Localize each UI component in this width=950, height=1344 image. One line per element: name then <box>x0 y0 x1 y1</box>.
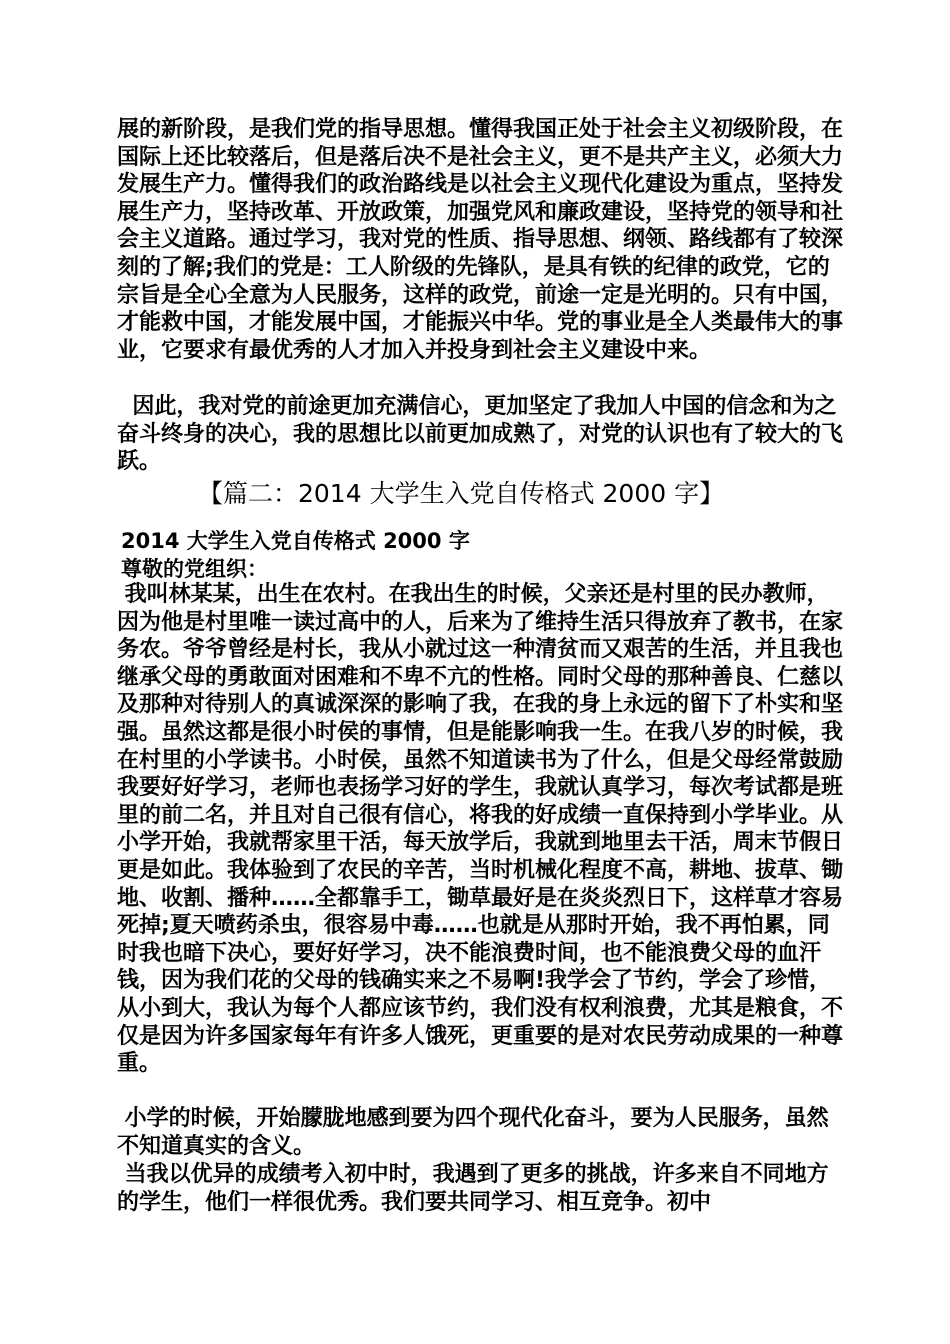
paragraph-confidence <box>117 393 847 476</box>
indent <box>117 582 125 607</box>
indent <box>117 1106 125 1131</box>
paragraph-confidence-text: 因此，我对党的前途更加充满信心，更加坚定了我加人中国的信念和为之奋斗终身的决心，我的思想比以前更加成熟了，对党的认识也有了较大的飞跃。 <box>117 394 844 475</box>
indent <box>117 394 132 419</box>
paragraph-primary-school <box>117 1105 847 1160</box>
paragraph-background-text: 我叫林某某，出生在农村。在我出生的时候，父亲还是村里的民办教师，因为他是村里唯一读过高中的人，后来为了维持生活只得放弃了教书，在家务农。爷爷曾经是村长，我从小就过这一种清贫而又艰苦的生活，并且我也继承父母的勇敢面对困难和不卑不亢的性格。同时父母的那种善良、仁慈以及那种对待别人的真诚深深的影响了我，在我的身上永远的留下了朴实和坚强。虽然这都是很小时侯的事情，但是能影响我一生。在我八岁的时候，我在村里的小学读书。小时侯，虽然不知道读书为了什么，但是父母经常鼓励我要好好学习，老师也表扬学习好的学生，我就认真学习，每次考试都是班里的前二名，并且对自己很有信心，将我的好成绩一直保持到小学毕业。从小学开始，我就帮家里干活，每天放学后，我就到地里去干活，周末节假日更是如此。我体验到了农民的辛苦，当时机械化程度不高，耕地、拔草、锄地、收割、播种……全都靠手工，锄草最好是在炎炎烈日下，这样草才容易死掉;夏天喷药杀虫，很容易中毒……也就是从那时开始，我不再怕累，同时我也暗下决心，要好好学习，决不能浪费时间，也不能浪费父母的血汗钱，因为我们花的父母的钱确实来之不易啊!我学会了节约，学会了珍惜，从小到大，我认为每个人都应该节约，我们没有权利浪费，尤其是粮食，不仅是因为许多国家每年有许多人饿死，更重要的是对农民劳动成果的一种尊重。 <box>117 582 844 1077</box>
paragraph-middle-school-text: 当我以优异的成绩考入初中时，我遇到了更多的挑战，许多来自不同地方的学生，他们一样很优秀。我们要共同学习、相互竞争。初中 <box>117 1162 829 1215</box>
document-title: 2014 大学生入党自传格式 2000 字 <box>121 529 470 553</box>
salutation: 尊敬的党组织： <box>121 557 268 581</box>
paragraph-primary-school-text: 小学的时候，开始朦胧地感到要为四个现代化奋斗，要为人民服务，虽然不知道真实的含义。 <box>117 1106 829 1159</box>
paragraph-background <box>117 581 847 1078</box>
indent <box>117 1162 125 1187</box>
section-heading: 【篇二：2014 大学生入党自传格式 2000 字】 <box>198 479 725 508</box>
paragraph-party-guiding-thought: 展的新阶段，是我们党的指导思想。懂得我国正处于社会主义初级阶段，在国际上还比较落后，但是落后决不是社会主义，更不是共产主义，必须大力发展生产力。懂得我们的政治路线是以社会主义现代化建设为重点，坚持发展生产力，坚持改革、开放政策，加强党风和廉政建设，坚持党的领导和社会主义道路。通过学习，我对党的性质、指导思想、纲领、路线都有了较深刻的了解;我们的党是：工人阶级的先锋队，是具有铁的纪律的政党，它的宗旨是全心全意为人民服务，这样的政党，前途一定是光明的。只有中国，才能救中国，才能发展中国，才能振兴中华。党的事业是全人类最伟大的事业，它要求有最优秀的人才加入并投身到社会主义建设中来。 <box>117 117 844 363</box>
paragraph-middle-school <box>117 1161 847 1216</box>
